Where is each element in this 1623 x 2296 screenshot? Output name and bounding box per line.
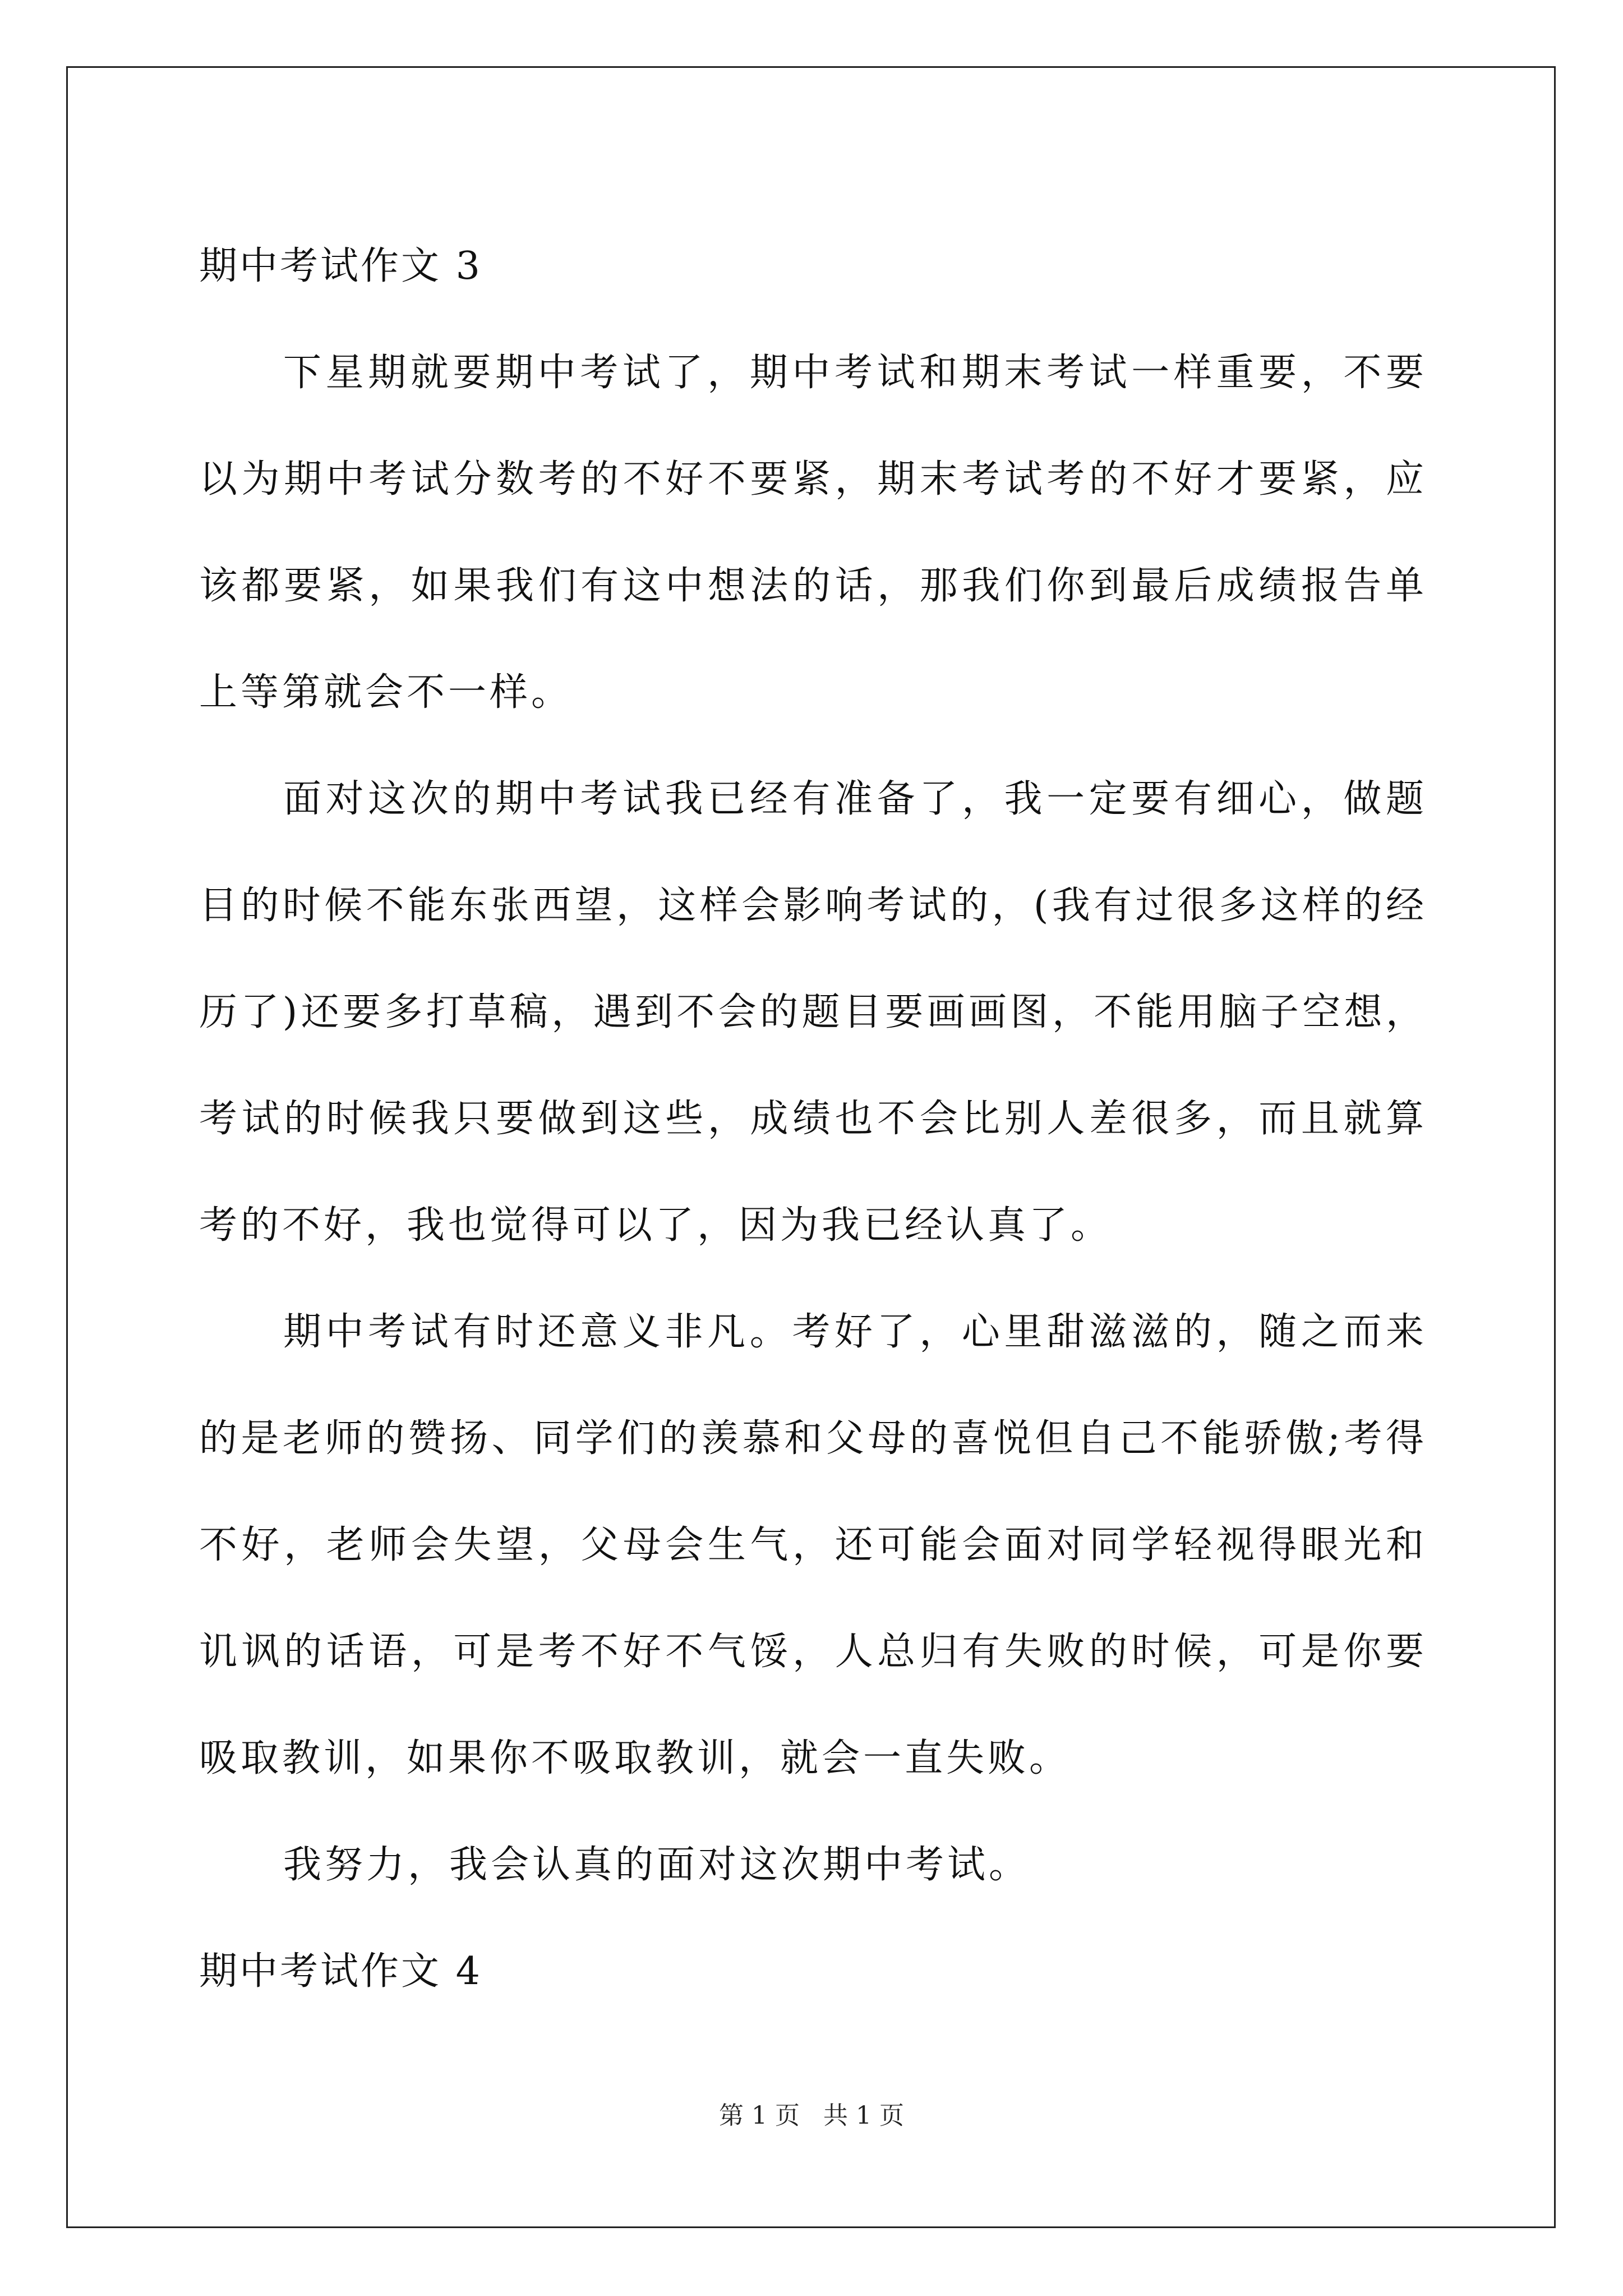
section-heading: 期中考试作文 3	[199, 244, 482, 288]
paragraph: 期中考试有时还意义非凡。考好了，心里甜滋滋的，随之而来的是老师的赞扬、同学们的羡慕和父母的喜悦但自己不能骄傲;考得不好，老师会失望，父母会生气，还可能会面对同学轻视得眼光和讥讽的话语，可是考不好不气馁，人总归有失败的时候，可是你要吸取教训，如果你不吸取教训，就会一直失败。	[199, 1310, 1427, 1780]
document-body	[199, 213, 1427, 2025]
paragraph: 我努力，我会认真的面对这次期中考试。	[283, 1843, 1031, 1887]
paragraph: 下星期就要期中考试了，期中考试和期末考试一样重要，不要以为期中考试分数考的不好不要紧，期末考试考的不好才要紧，应该都要紧，如果我们有这中想法的话，那我们你到最后成绩报告单上等第就会不一样。	[199, 351, 1427, 715]
section-heading: 期中考试作文 4	[199, 1949, 482, 1994]
page-footer: 第 1 页 共 1 页	[719, 2101, 904, 2130]
paragraph: 面对这次的期中考试我已经有准备了，我一定要有细心，做题目的时候不能东张西望，这样会影响考试的，(我有过很多这样的经历了)还要多打草稿，遇到不会的题目要画画图，不能用脑子空想，考试的时候我只要做到这些，成绩也不会比别人差很多，而且就算考的不好，我也觉得可以了，因为我已经认真了。	[199, 777, 1427, 1248]
